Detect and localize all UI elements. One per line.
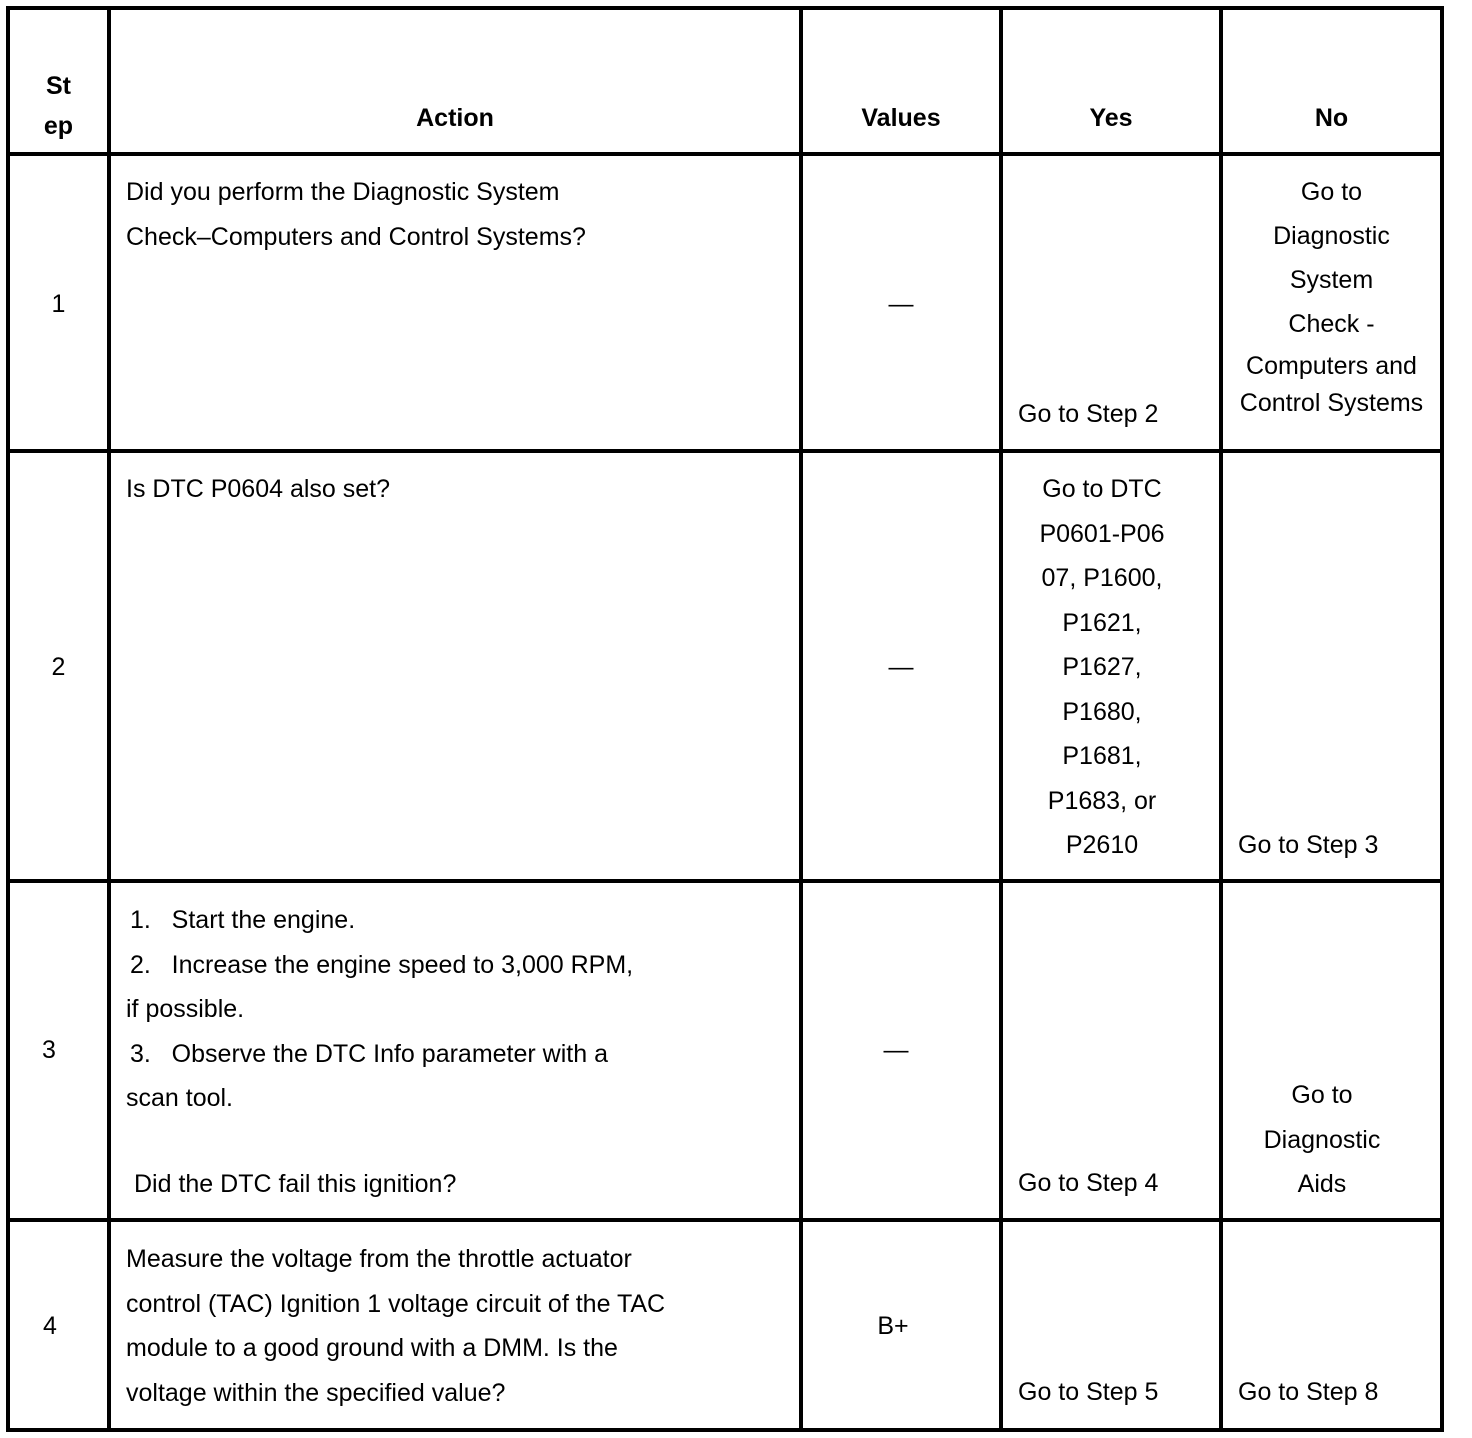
row-4-no: Go to Step 8 [1238, 1378, 1379, 1406]
header-values: Values [861, 104, 941, 132]
row-2-no: Go to Step 3 [1238, 831, 1379, 859]
row-2-yes-line-6: P1680, [1062, 697, 1142, 726]
header-step [10, 66, 107, 146]
row-3-values: — [883, 1036, 909, 1064]
row-2-action: Is DTC P0604 also set? [126, 475, 391, 503]
row-3-action [126, 898, 633, 1206]
table-border-left [6, 6, 10, 1432]
row-3-action-line-3: if possible. [126, 995, 245, 1023]
header-divider [6, 152, 1444, 156]
row-2-values: — [888, 653, 914, 681]
row-1-no [1223, 170, 1440, 420]
row-1-values: — [888, 290, 914, 318]
row-4-action-line-1: Measure the voltage from the throttle actuator [126, 1245, 632, 1273]
row-3-action-line-2: 2. Increase the engine speed to 3,000 RPM, [130, 950, 634, 979]
row-4-action-line-4: voltage within the specified value? [126, 1378, 506, 1407]
col-divider-action [799, 6, 803, 1432]
row-1-step: 1 [51, 290, 66, 318]
row-3-action-line-5: scan tool. [126, 1084, 234, 1112]
row-3-action-line-4: 3. Observe the DTC Info parameter with a [130, 1039, 608, 1068]
row-3-no-line-2: Diagnostic [1263, 1125, 1381, 1154]
table-border-right [1440, 6, 1444, 1432]
row-divider-1 [6, 449, 1444, 453]
row-2-yes-line-7: P1681, [1062, 742, 1142, 770]
header-step-line-2: ep [43, 112, 74, 140]
row-2-yes-line-2: P0601-P06 [1039, 519, 1165, 548]
row-4-action [126, 1237, 665, 1415]
row-divider-2 [6, 879, 1444, 883]
table-border-top [6, 6, 1444, 10]
row-1-no-line-3: System [1289, 266, 1374, 294]
row-3-no-line-1: Go to [1291, 1081, 1353, 1109]
row-4-step: 4 [43, 1312, 57, 1340]
row-1-yes: Go to Step 2 [1018, 400, 1159, 428]
row-2-yes-line-5: P1627, [1062, 653, 1142, 681]
col-divider-step [107, 6, 111, 1432]
row-1-no-line-5: Computers and [1246, 352, 1417, 380]
row-3-no-line-3: Aids [1297, 1170, 1347, 1198]
row-1-no-line-6: Control Systems [1239, 389, 1424, 417]
row-2-yes-line-9: P2610 [1065, 831, 1139, 859]
row-3-no [1223, 1073, 1421, 1207]
row-4-action-line-2: control (TAC) Ignition 1 voltage circuit of the TAC [126, 1289, 666, 1318]
row-2-yes-line-4: P1621, [1062, 608, 1142, 637]
row-2-yes-line-8: P1683, or [1047, 786, 1157, 815]
row-2-yes [1003, 467, 1201, 868]
row-1-no-line-1: Go to [1300, 178, 1363, 206]
row-4-action-line-3: module to a good ground with a DMM. Is the [126, 1334, 618, 1362]
row-4-values: B+ [877, 1312, 909, 1340]
header-no: No [1314, 104, 1349, 132]
row-1-no-line-4: Check - [1288, 310, 1375, 338]
row-1-action [126, 170, 586, 259]
row-1-action-line-1: Did you perform the Diagnostic System [126, 178, 560, 206]
row-3-action-line-6: Did the DTC fail this ignition? [134, 1169, 457, 1198]
header-action: Action [416, 104, 494, 132]
row-3-action-line-1: 1. Start the engine. [130, 906, 356, 934]
row-1-no-line-2: Diagnostic [1273, 222, 1390, 250]
row-3-yes: Go to Step 4 [1018, 1169, 1159, 1197]
row-2-yes-line-1: Go to DTC [1042, 475, 1162, 503]
row-2-step: 2 [51, 653, 66, 681]
header-yes: Yes [1089, 104, 1133, 132]
row-divider-3 [6, 1218, 1444, 1222]
table-border-bottom [6, 1428, 1444, 1432]
row-1-action-line-2: Check–Computers and Control Systems? [126, 222, 586, 251]
header-step-line-1: St [46, 72, 71, 100]
row-3-step: 3 [42, 1036, 56, 1064]
row-2-yes-line-3: 07, P1600, [1041, 564, 1163, 592]
row-4-yes: Go to Step 5 [1018, 1378, 1159, 1406]
